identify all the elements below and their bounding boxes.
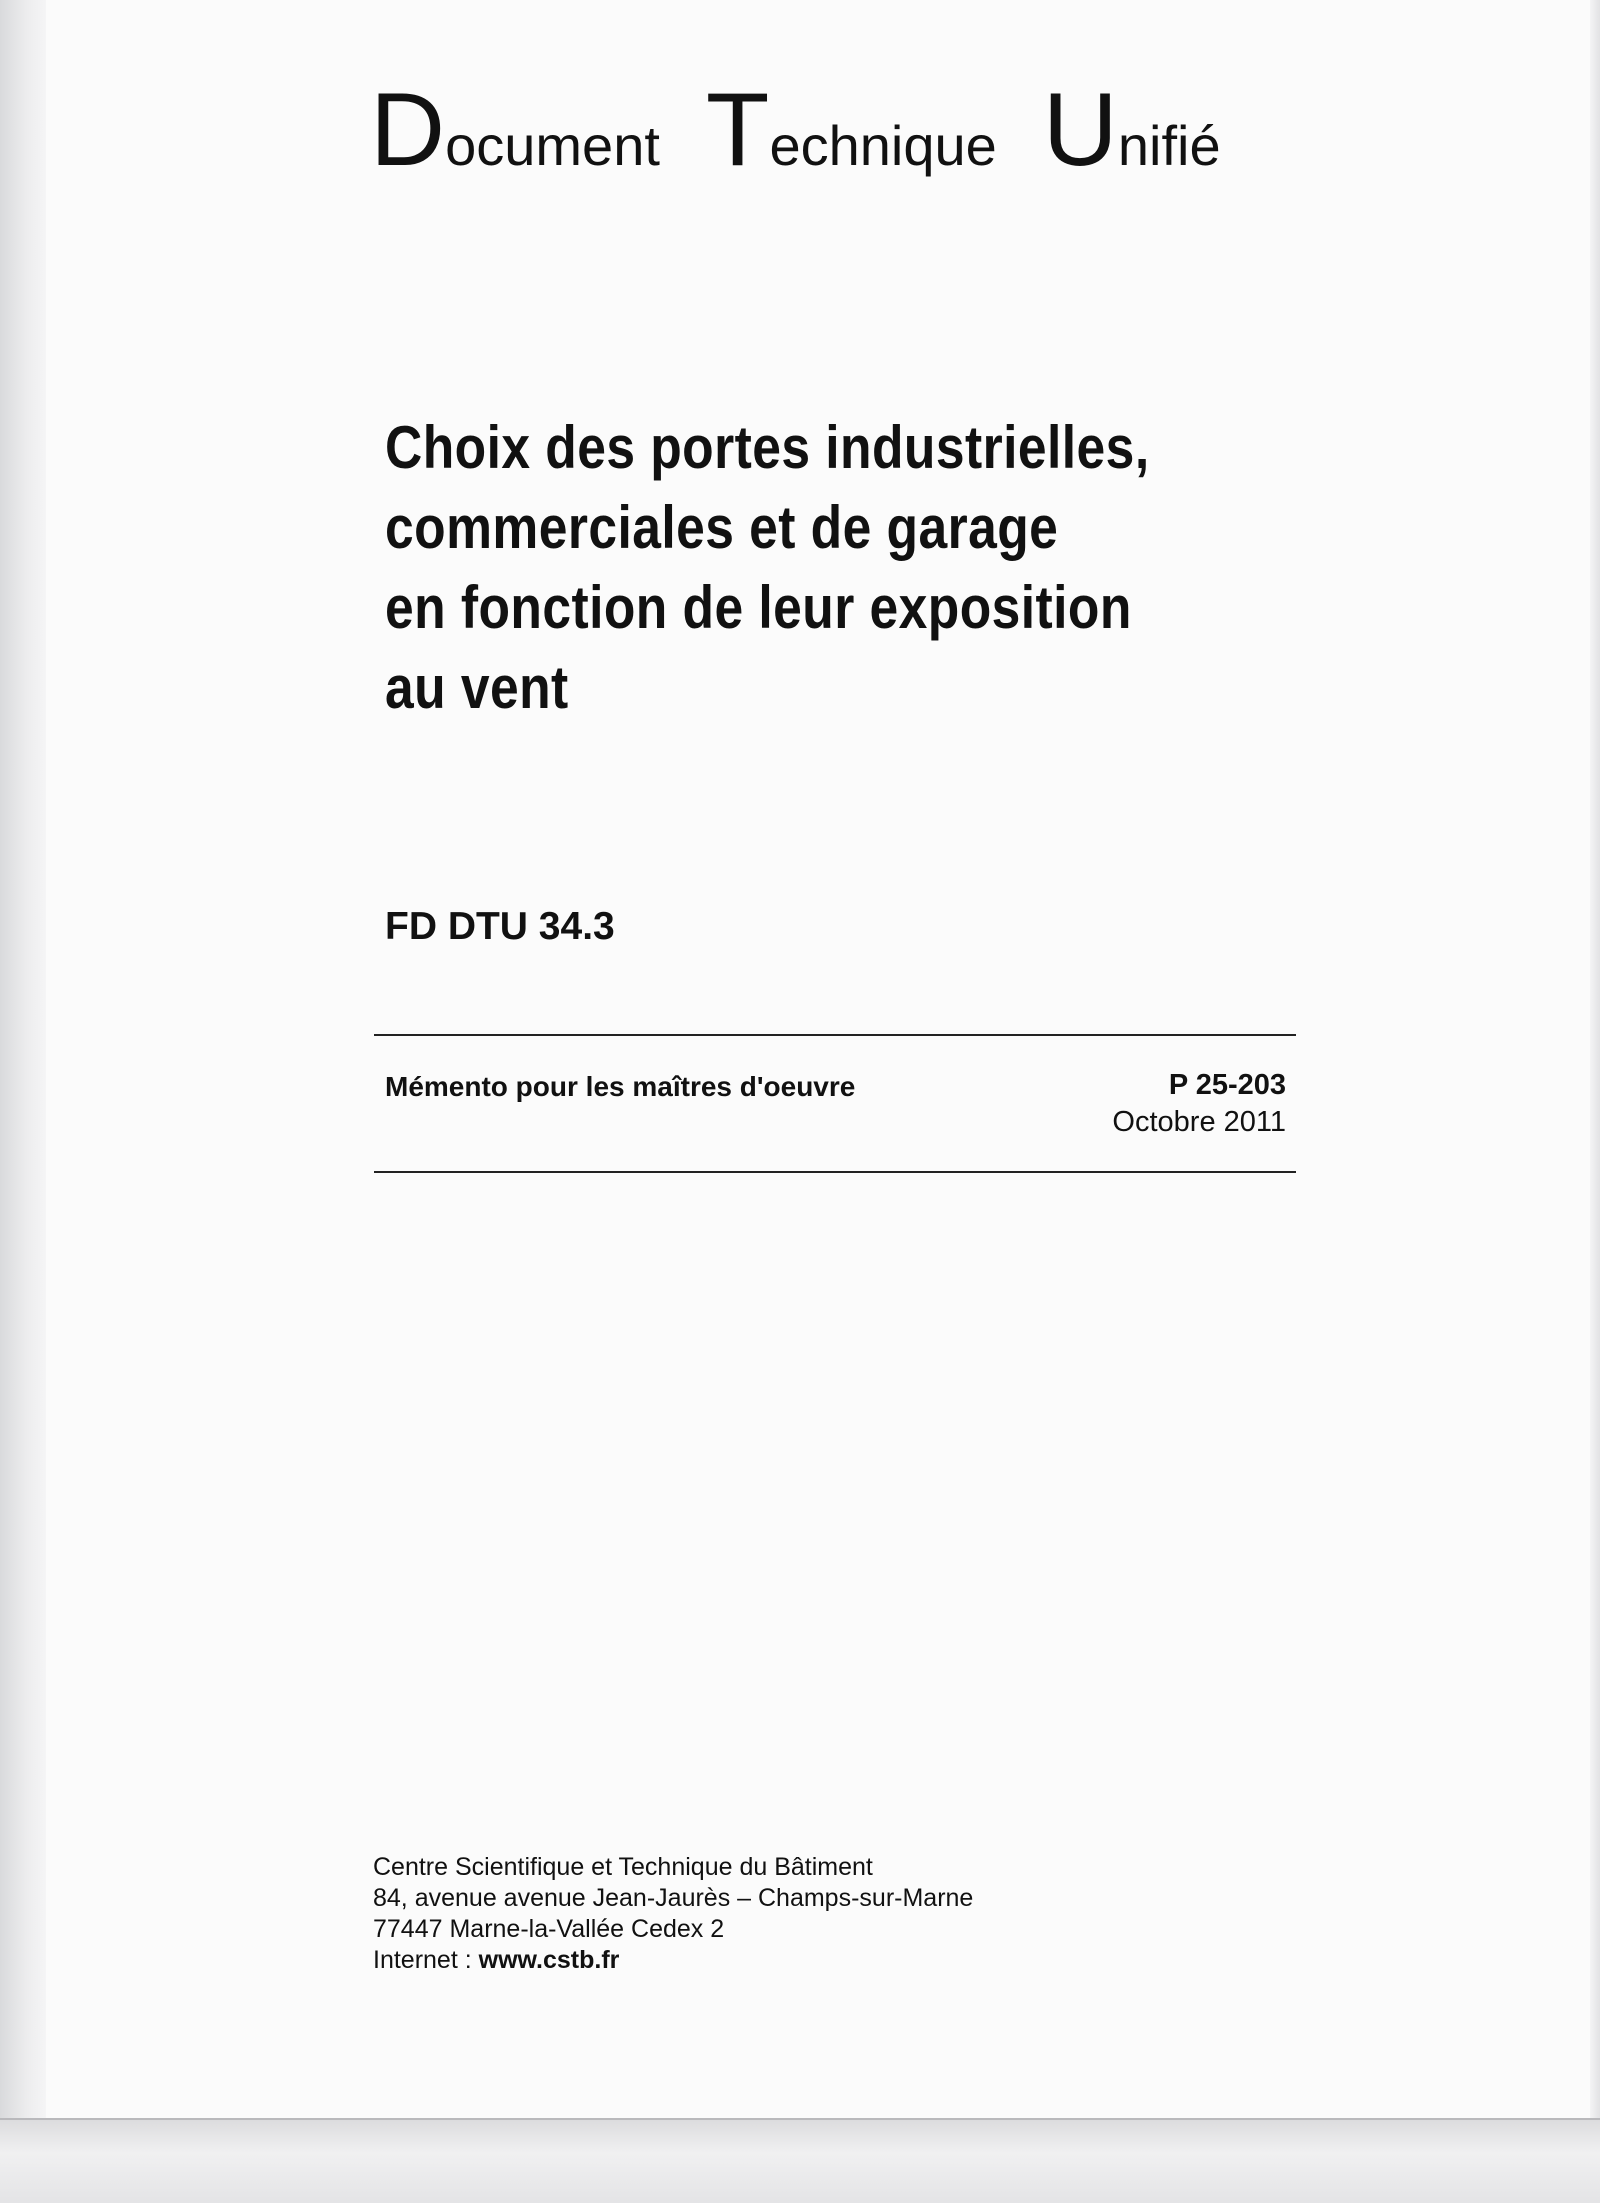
publisher-address [373, 1852, 973, 1976]
title-line: en fonction de leur exposition [385, 574, 1132, 641]
header-word-document: ocument [445, 114, 660, 177]
address-line: Centre Scientifique et Technique du Bâtiment [373, 1853, 873, 1881]
document-title [385, 408, 1159, 728]
document-reference: FD DTU 34.3 [385, 905, 615, 948]
publication-date: Octobre 2011 [1112, 1106, 1286, 1138]
header-word-unifie: nifié [1117, 114, 1221, 177]
internet-line [373, 1945, 973, 1976]
header-word-technique: echnique [769, 114, 997, 177]
address-line: 84, avenue avenue Jean-Jaurès – Champs-sur-Marne [373, 1884, 974, 1912]
header-initial-d: D [370, 72, 446, 188]
page-spine [0, 0, 46, 2118]
page-right-edge [1590, 0, 1600, 2118]
website-link[interactable]: www.cstb.fr [478, 1946, 620, 1974]
internet-label: Internet : [373, 1946, 479, 1974]
title-line: Choix des portes industrielles, [385, 414, 1150, 481]
title-line: commerciales et de garage [385, 494, 1059, 561]
document-page [46, 0, 1600, 2118]
title-line: au vent [385, 654, 569, 721]
memento-label: Mémento pour les maîtres d'oeuvre [385, 1071, 856, 1102]
page-bottom-edge [0, 2118, 1600, 2203]
header-initial-t: T [705, 72, 770, 188]
document-header [370, 72, 1221, 188]
divider-bottom [374, 1171, 1296, 1173]
divider-top [374, 1034, 1296, 1036]
address-line: 77447 Marne-la-Vallée Cedex 2 [373, 1915, 725, 1943]
document-code: P 25-203 [1168, 1069, 1286, 1101]
header-initial-u: U [1042, 72, 1118, 188]
